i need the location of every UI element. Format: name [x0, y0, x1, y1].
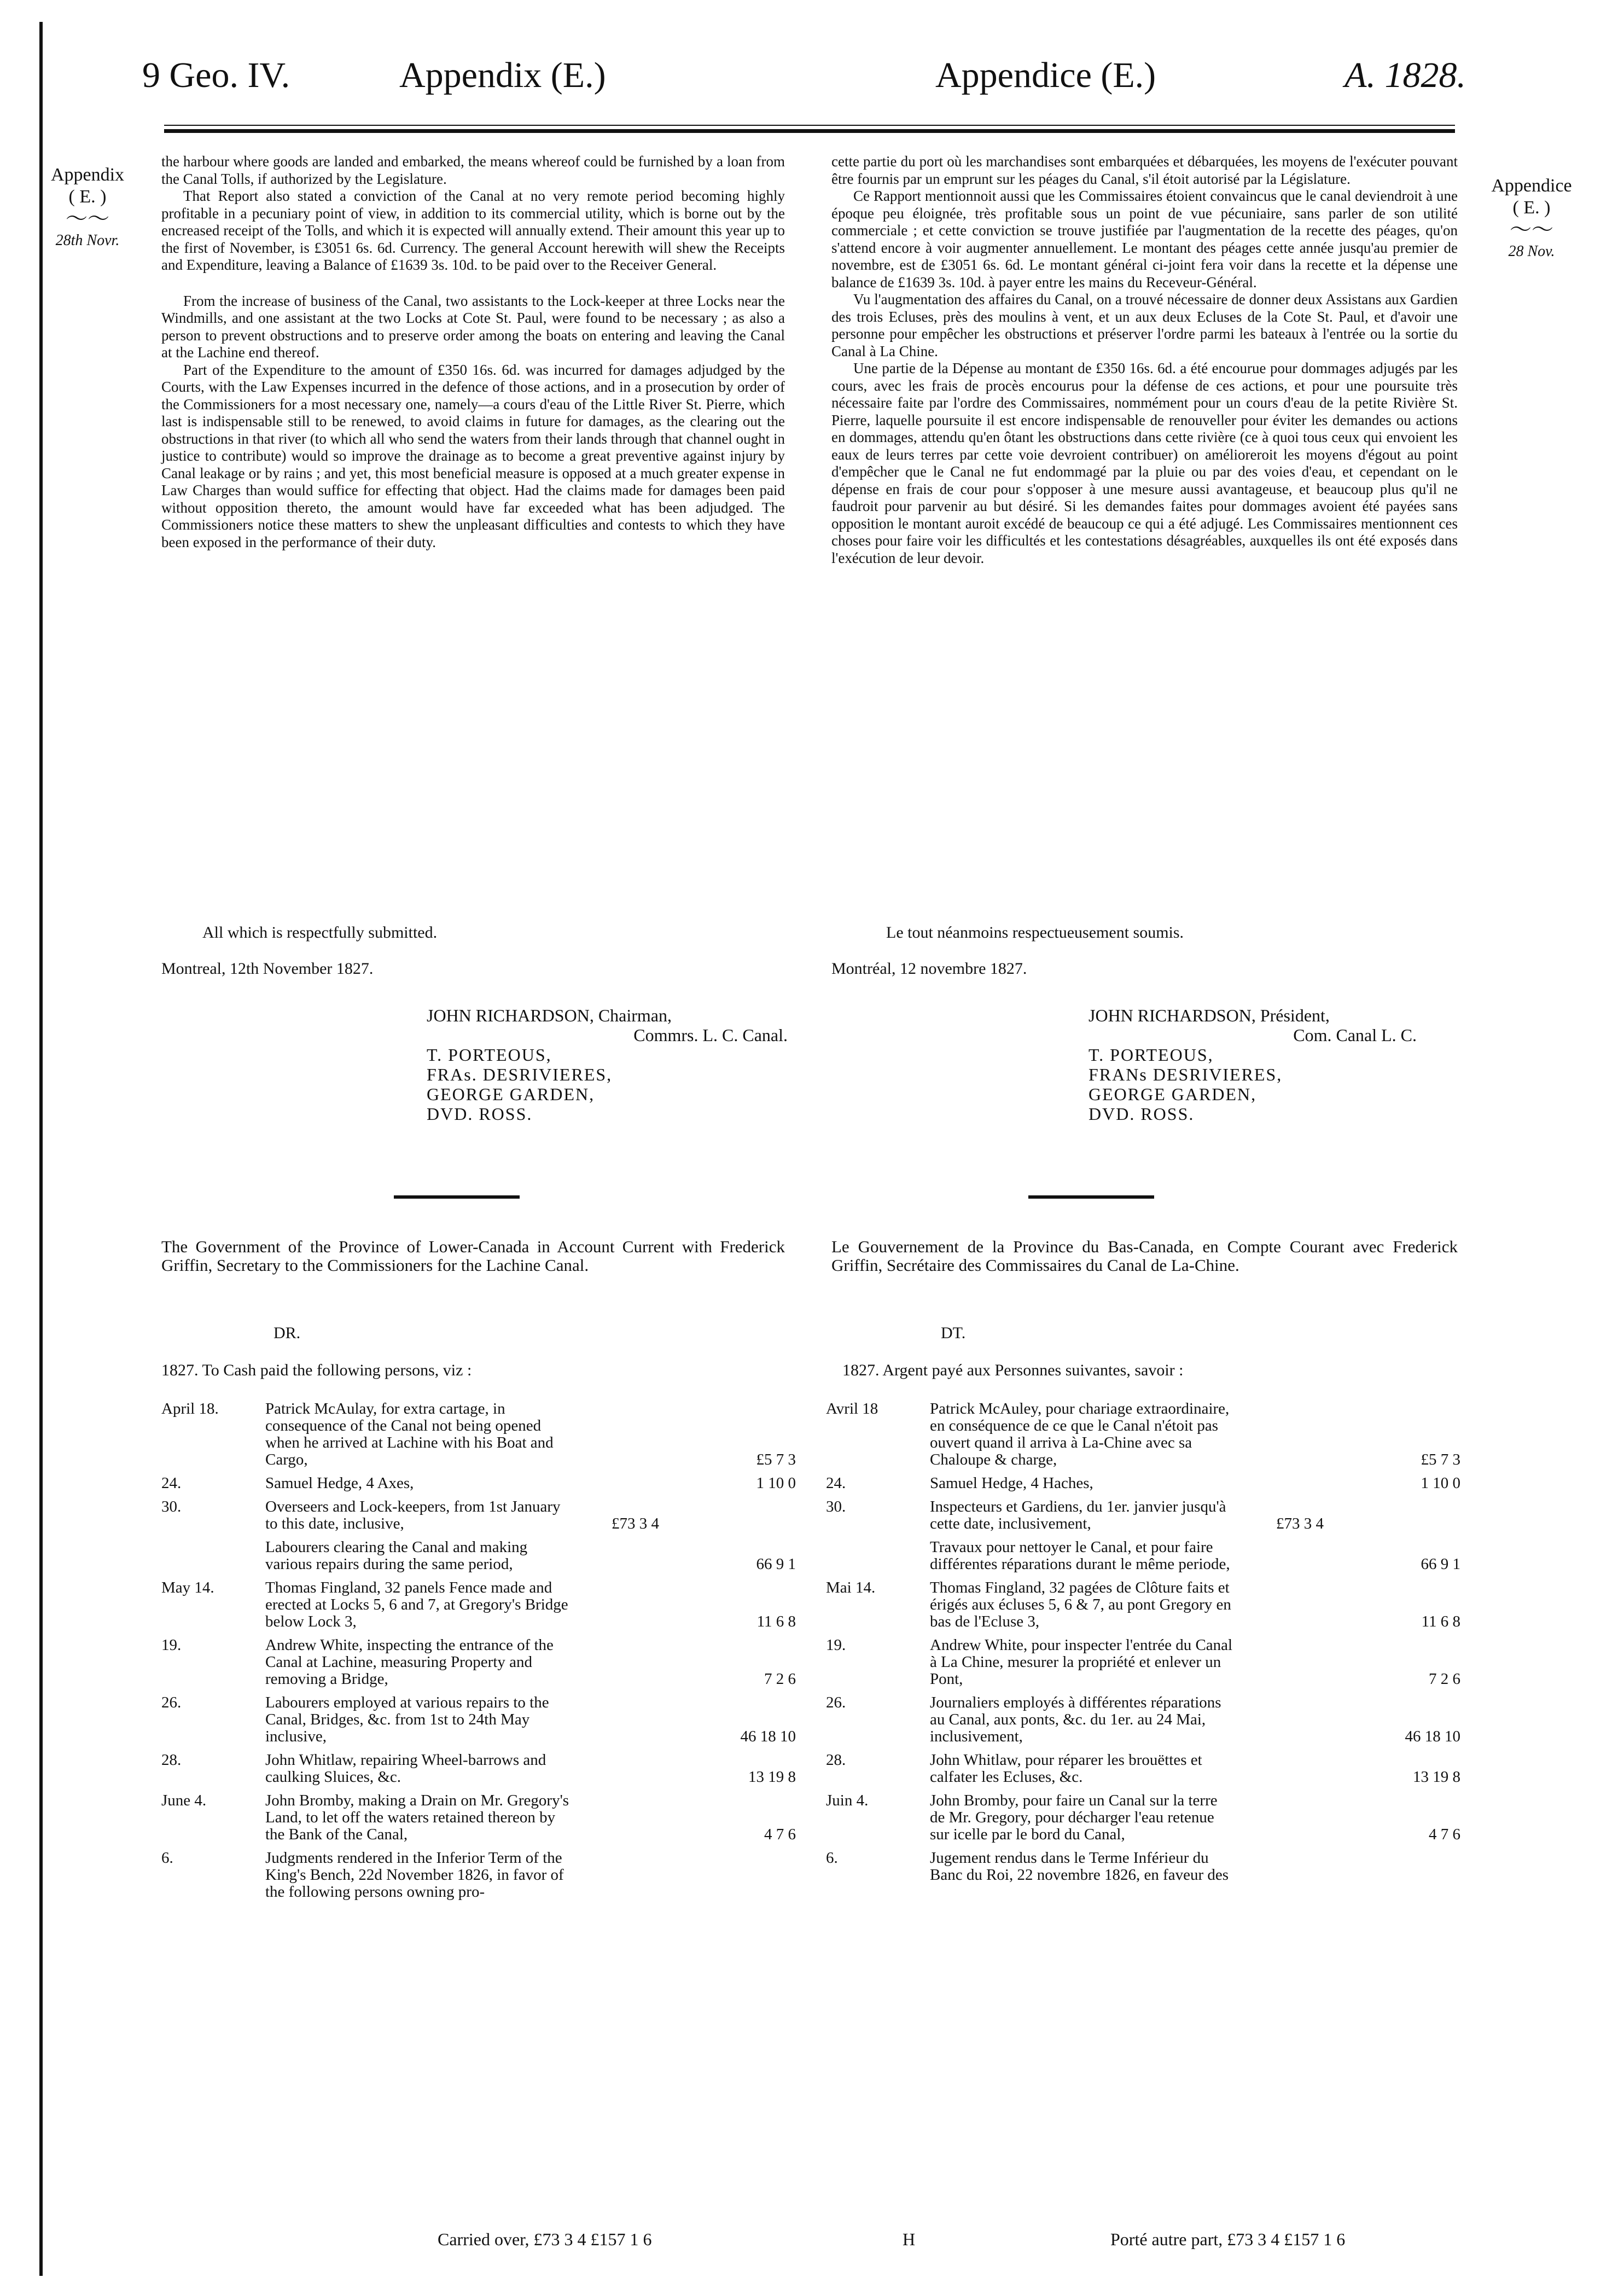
signatory: T. PORTEOUS,	[427, 1045, 552, 1065]
ledger-amount: 7 2 6	[764, 1670, 796, 1688]
signatory: JOHN RICHARDSON, Chairman,	[427, 1006, 672, 1025]
section-rule-fr	[1028, 1195, 1154, 1199]
ledger-amount: 46 18 10	[740, 1728, 796, 1745]
ledger-date: 30.	[161, 1498, 182, 1515]
section-rule-en	[394, 1195, 520, 1199]
margin-date: 28th Novr.	[55, 232, 120, 249]
ledger-description: Journaliers employés à différentes réparations au Canal, aux ponts, &c. du 1er. au 24 Mai, inclusivement,	[930, 1694, 1221, 1745]
ledger-date: 28.	[161, 1751, 182, 1769]
signatory: GEORGE GARDEN,	[427, 1084, 595, 1104]
ledger-description: Labourers clearing the Canal and making various repairs during the same period,	[265, 1538, 528, 1573]
ledger-date: 26.	[161, 1694, 182, 1711]
ledger-amount-inner: £73 3 4	[1276, 1515, 1324, 1532]
ledger-description: Patrick McAulay, for extra cartage, in consequence of the Canal not being opened when he arrived at Lachine with his Boat and Cargo,	[265, 1400, 554, 1468]
signatory: T. PORTEOUS,	[1089, 1045, 1214, 1065]
ledger-date: Mai 14.	[826, 1579, 876, 1596]
ledger-date: May 14.	[161, 1579, 214, 1596]
ledger-row	[826, 1475, 1460, 1492]
ledger-row	[161, 1637, 796, 1688]
ledger-date: 24.	[161, 1474, 182, 1492]
running-header	[142, 55, 1466, 104]
french-report	[831, 153, 1458, 567]
ledger-row	[826, 1850, 1460, 1884]
ledger-description: John Bromby, making a Drain on Mr. Gregory's Land, to let off the waters retained thereon by the Bank of the Canal,	[265, 1792, 569, 1843]
signatory: GEORGE GARDEN,	[1089, 1084, 1257, 1104]
ledger-amount: 1 10 0	[756, 1474, 796, 1492]
account-heading-fr: Le Gouvernement de la Province du Bas-Canada, en Compte Courant avec Frederick Griffin, Secrétaire des Commissaires du Canal de La-Chine.	[831, 1237, 1458, 1275]
ledger-row	[826, 1752, 1460, 1786]
signatory: FRANs DESRIVIERES,	[1089, 1065, 1283, 1084]
ledger-description: Travaux pour nettoyer le Canal, et pour faire différentes réparations durant le même periode,	[930, 1538, 1230, 1573]
ledger-description: John Bromby, pour faire un Canal sur la terre de Mr. Gregory, pour décharger l'eau retenue sur icelle par le bord du Canal,	[930, 1792, 1218, 1843]
ledger-row	[826, 1579, 1460, 1630]
ledger-amount: 11 6 8	[756, 1613, 796, 1630]
ledger-amount: 1 10 0	[1421, 1474, 1460, 1492]
ledger-description: Overseers and Lock-keepers, from 1st January to this date, inclusive,	[265, 1498, 561, 1532]
ledger-date: 6.	[826, 1849, 838, 1867]
year-label: A. 1828.	[1344, 55, 1466, 95]
ledger-amount: 13 19 8	[1413, 1768, 1460, 1786]
ledger-date: 6.	[161, 1849, 173, 1867]
ledger-row	[161, 1579, 796, 1630]
ledger-amount: 66 9 1	[1421, 1555, 1460, 1573]
report-paragraph: Vu l'augmentation des affaires du Canal, on a trouvé nécessaire de donner deux Assistans aux Gardien des trois Ecluses, près des moulins à vent, et un aux deux Ecluses de la Cote St. Paul, et d'avoir une personne pour empêcher les obstructions et préserver l'ordre parmi les bateaux à l'entrée ou la sortie du Canal à La Chine.	[831, 291, 1458, 359]
signatures-fr	[1089, 1006, 1460, 1124]
closing-en: All which is respectfully submitted.	[202, 923, 438, 942]
place-date-fr: Montréal, 12 novembre 1827.	[831, 960, 1027, 978]
debit-label-en: DR.	[273, 1324, 301, 1342]
ledger-date: Avril 18	[826, 1400, 878, 1417]
ledger-amount: 4 7 6	[1429, 1826, 1460, 1843]
page-edge-rule	[39, 22, 43, 2276]
ledger-description: Thomas Fingland, 32 panels Fence made and erected at Locks 5, 6 and 7, at Gregory's Bridge below Lock 3,	[265, 1579, 568, 1630]
carried-over-fr: Porté autre part, £73 3 4 £157 1 6	[1110, 2229, 1346, 2249]
ledger-row	[161, 1539, 796, 1573]
debit-label-fr: DT.	[941, 1324, 966, 1342]
english-report	[161, 153, 785, 551]
margin-date: 28 Nov.	[1508, 243, 1555, 260]
ledger-row	[161, 1401, 796, 1468]
ledger-date: 24.	[826, 1474, 846, 1492]
ledger-amount: 13 19 8	[748, 1768, 796, 1786]
ledger-amount: 66 9 1	[756, 1555, 796, 1573]
report-paragraph: That Report also stated a conviction of the Canal at no very remote period becoming highly profitable in a pecuniary point of view, in addition to its commercial utility, which is borne out by the encreased receipt of the Tolls, and which it is expected will annually extend. Their amount this year up to the first of November, is £3051 6s. 6d. Currency. The general Account herewith will shew the Receipts and Expenditure, leaving a Balance of £1639 3s. 10d. to be paid over to the Receiver General.	[161, 188, 785, 273]
ledger-description: Judgments rendered in the Inferior Term of the King's Bench, 22d November 1826, in favor of the following persons owning pro-	[265, 1849, 564, 1901]
ledger-fr	[826, 1401, 1460, 1890]
signatory: JOHN RICHARDSON, Président,	[1089, 1006, 1330, 1025]
ledger-description: Thomas Fingland, 32 pagées de Clôture faits et érigés aux écluses 5, 6 & 7, au pont Gregory en bas de l'Ecluse 3,	[930, 1579, 1231, 1630]
signatory-title: Com. Canal L. C.	[1293, 1025, 1417, 1045]
ledger-row	[161, 1694, 796, 1745]
ledger-description: Jugement rendus dans le Terme Inférieur du Banc du Roi, 22 novembre 1826, en faveur des	[930, 1849, 1229, 1884]
ledger-date: 19.	[826, 1636, 846, 1654]
ledger-amount: 46 18 10	[1405, 1728, 1460, 1745]
ledger-date: June 4.	[161, 1792, 207, 1809]
ledger-date: 19.	[161, 1636, 182, 1654]
ledger-description: Andrew White, inspecting the entrance of the Canal at Lachine, measuring Property and removing a Bridge,	[265, 1636, 554, 1688]
ledger-row	[826, 1498, 1460, 1532]
place-date-en: Montreal, 12th November 1827.	[161, 960, 374, 978]
header-rule-thick	[164, 129, 1455, 133]
ledger-intro-fr: 1827. Argent payé aux Personnes suivantes, savoir :	[842, 1361, 1184, 1379]
ledger-intro-en: 1827. To Cash paid the following persons, viz :	[161, 1361, 472, 1379]
ledger-row	[161, 1850, 796, 1901]
signatures-en	[427, 1006, 799, 1124]
margin-note-left	[44, 164, 131, 252]
ledger-row	[826, 1539, 1460, 1573]
signatory: FRAs. DESRIVIERES,	[427, 1065, 613, 1084]
ledger-row	[826, 1694, 1460, 1745]
margin-appendix-letter: ( E. )	[68, 187, 107, 207]
signature-mark: H	[903, 2229, 916, 2249]
report-paragraph: the harbour where goods are landed and embarked, the means whereof could be furnished by a loan from the Canal Tolls, if authorized by the Legislature.	[161, 153, 785, 187]
carried-over-en: Carried over, £73 3 4 £157 1 6	[438, 2229, 652, 2249]
ledger-date: April 18.	[161, 1400, 219, 1417]
ledger-date: 26.	[826, 1694, 846, 1711]
ledger-description: John Whitlaw, repairing Wheel-barrows and caulking Sluices, &c.	[265, 1751, 546, 1786]
ledger-amount: 7 2 6	[1429, 1670, 1460, 1688]
ledger-amount: £5 7 3	[756, 1451, 796, 1468]
appendix-title-en: Appendix (E.)	[399, 55, 606, 95]
ledger-en	[161, 1401, 796, 1907]
ledger-description: John Whitlaw, pour réparer les brouëttes et calfater les Ecluses, &c.	[930, 1751, 1202, 1786]
ledger-amount: £5 7 3	[1421, 1451, 1460, 1468]
ledger-description: Samuel Hedge, 4 Axes,	[265, 1474, 414, 1492]
margin-tilde-ornament: 〜〜	[1510, 217, 1553, 242]
account-heading-en: The Government of the Province of Lower-Canada in Account Current with Frederick Griffin, Secretary to the Commissioners for the Lachine Canal.	[161, 1237, 785, 1275]
ledger-description: Inspecteurs et Gardiens, du 1er. janvier jusqu'à cette date, inclusivement,	[930, 1498, 1226, 1532]
ledger-row	[826, 1637, 1460, 1688]
ledger-row	[161, 1498, 796, 1532]
report-paragraph: Ce Rapport mentionnoit aussi que les Commissaires étoient convaincus que le canal deviendroit à une époque peu éloignée, très profitable sous un point de vue pécuniaire, sans parler de son utilité commerciale ; et cette conviction se trouve justifiée par l'augmentation de la recette des péages, qu'on s'attend encore à voir augmenter annuellement. Le montant des péages cette année jusqu'au premier de novembre, est de £3051 6s. 6d. Le montant général ci-joint fera voir dans la recette et la dépense une balance de £1639 3s. 10d. à payer entre les mains du Receveur-Général.	[831, 188, 1458, 291]
margin-appendice-label: Appendice	[1491, 176, 1572, 196]
margin-appendix-label: Appendix	[50, 165, 125, 185]
ledger-amount-inner: £73 3 4	[612, 1515, 659, 1532]
report-paragraph: Part of the Expenditure to the amount of £350 16s. 6d. was incurred for damages adjudged by the Courts, with the Law Expenses incurred in the defence of those actions, and in a prosecution by order of the Commissioners for a most necessary one, namely—a cours d'eau of the Little River St. Pierre, which last is indispensable still to be renewed, to avoid claims in future for damages, as the clearing out the obstructions in that river (to which all who send the waters from their lands through that channel ought in justice to contribute) would so improve the drainage as to become a great preventive against injury by Canal leakage or by rains ; and yet, this most beneficial measure is opposed at a much greater expense in Law Charges than would suffice for effecting that object. Had the claims made for damages been paid without opposition thereto, the amount would have far exceeded what has been adjudged. The Commissioners notice these matters to shew the unpleasant difficulties and contests to which they have been exposed in the performance of their duty.	[161, 361, 785, 550]
report-paragraph: From the increase of business of the Canal, two assistants to the Lock-keeper at three Locks near the Windmills, and one assistant at the two Locks at Cote St. Paul, were found to be necessary ; as also a person to prevent obstructions and to preserve order among the boats on entering and leaving the Canal at the Lachine end thereof.	[161, 292, 785, 361]
ledger-row	[161, 1792, 796, 1843]
margin-appendice-letter: ( E. )	[1512, 197, 1551, 218]
signatory-title: Commrs. L. C. Canal.	[633, 1025, 788, 1045]
appendix-title-fr: Appendice (E.)	[935, 55, 1156, 95]
signatory: DVD. ROSS.	[1089, 1104, 1195, 1124]
report-paragraph: Une partie de la Dépense au montant de £350 16s. 6d. a été encourue pour dommages adjugés par les cours, avec les frais de procès encourus pour la défense de ces actions, et pour une poursuite très nécessaire faite par l'ordre des Commissaires, nommément pour un cours d'eau de la petite Rivière St. Pierre, laquelle poursuite il est encore indispensable de renouveller pour éviter les demandes ou actions en dommages, attendu qu'en ôtant les obstructions dans cette rivière (ce à quoi tous ceux qui envoient les eaux de leurs terres par cette voie devroient contribuer) on amélioreroit les moyens d'égout au point d'empêcher que le Canal ne fut endommagé par la pluie ou par des voies d'eau, et cependant on le dépense en frais de cour pour s'opposer à une mesure aussi avantageuse, et beaucoup plus qu'il ne faudroit pour parvenir au but désiré. Si les demandes faites pour dommages avoient été payées sans opposition le montant auroit excédé de beaucoup ce qui a été adjugé. Les Commissaires mentionnent ces choses pour faire voir les difficultés et les contestations désagréables, auxquelles ils ont été exposés dans l'exécution de leur devoir.	[831, 360, 1458, 566]
signatory: DVD. ROSS.	[427, 1104, 533, 1124]
ledger-description: Patrick McAuley, pour chariage extraordinaire, en conséquence de ce que le Canal n'étoit pas ouvert quand il arriva à La-Chine avec sa Chaloupe & charge,	[930, 1400, 1230, 1468]
ledger-date: 30.	[826, 1498, 846, 1515]
report-paragraph: cette partie du port où les marchandises sont embarquées et débarquées, les moyens de l'exécuter pouvant être fournis par un emprunt sur les péages du Canal, s'il étoit autorisé par la Législature.	[831, 153, 1458, 187]
ledger-row	[161, 1475, 796, 1492]
reign-label: 9 Geo. IV.	[142, 55, 290, 95]
margin-note-right	[1488, 175, 1575, 263]
closing-fr: Le tout néanmoins respectueusement soumis.	[886, 923, 1184, 942]
ledger-date: Juin 4.	[826, 1792, 869, 1809]
header-rule-thin	[164, 125, 1455, 126]
ledger-amount: 4 7 6	[764, 1826, 796, 1843]
margin-tilde-ornament: 〜〜	[66, 206, 109, 231]
ledger-date: 28.	[826, 1751, 846, 1769]
ledger-description: Labourers employed at various repairs to the Canal, Bridges, &c. from 1st to 24th May inclusive,	[265, 1694, 549, 1745]
ledger-row	[826, 1792, 1460, 1843]
ledger-row	[161, 1752, 796, 1786]
ledger-description: Andrew White, pour inspecter l'entrée du Canal à La Chine, mesurer la propriété et enlever un Pont,	[930, 1636, 1233, 1688]
ledger-amount: 11 6 8	[1421, 1613, 1460, 1630]
ledger-row	[826, 1401, 1460, 1468]
ledger-description: Samuel Hedge, 4 Haches,	[930, 1474, 1093, 1492]
